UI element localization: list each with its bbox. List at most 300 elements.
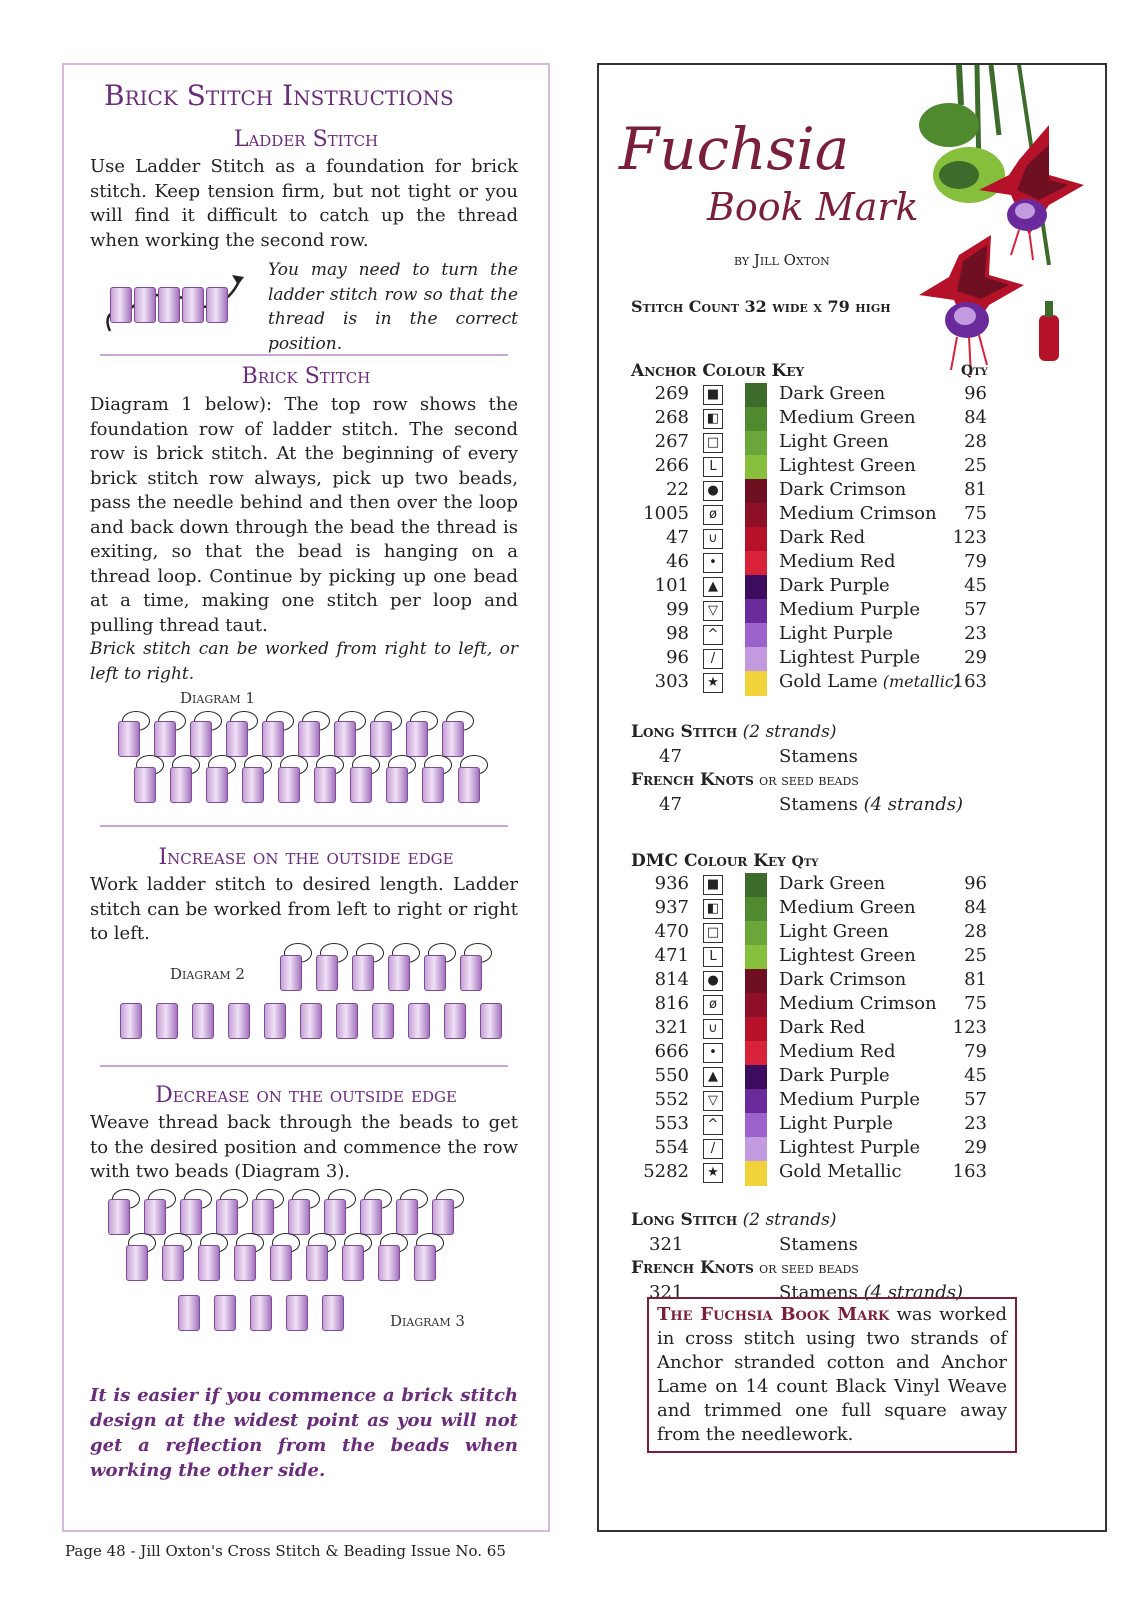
long-stitch-strands: (2 strands) <box>742 1210 837 1230</box>
colour-swatch <box>745 1161 767 1186</box>
colour-swatch <box>745 503 767 528</box>
colour-swatch <box>745 407 767 432</box>
thread-quantity: 81 <box>964 479 987 500</box>
thread-quantity: 163 <box>952 1161 987 1182</box>
bead <box>180 1199 202 1235</box>
stitch-symbol-icon: ∪ <box>703 1019 723 1039</box>
bead <box>388 955 410 991</box>
thread-quantity: 25 <box>964 945 987 966</box>
colour-swatch <box>745 623 767 648</box>
thread-code: 266 <box>654 455 689 476</box>
seed-beads-label: or seed beads <box>759 1259 859 1277</box>
colour-name-text: Lightest Green <box>779 455 916 476</box>
bead <box>342 1245 364 1281</box>
brick-stitch-text: Diagram 1 below): The top row shows the foundation row of ladder stitch. The second row is brick stitch. At the beginning of every brick stitch row always, pick up two beads, pass the needle behind and then over the loop and back down through the bead the thread is exiting, so that the bead is hanging on a thread loop. Continue by picking up one bead at a time, making one stitch per loop and pulling thread taut. <box>90 394 518 636</box>
colour-name <box>779 969 906 990</box>
colour-key-row <box>619 671 999 695</box>
colour-name-text: Light Purple <box>779 623 894 644</box>
byline: by Jill Oxton <box>734 251 830 269</box>
dmc-long-stitch-label <box>631 1210 836 1230</box>
colour-name <box>779 1113 893 1134</box>
dmc-long-code: 321 <box>649 1234 684 1255</box>
colour-name <box>779 873 885 894</box>
thread-quantity: 75 <box>964 503 987 524</box>
colour-key-row <box>619 1137 999 1161</box>
stitch-symbol-icon: • <box>703 553 723 573</box>
thread-code: 321 <box>654 1017 689 1038</box>
colour-name-text: Dark Crimson <box>779 479 907 500</box>
colour-name <box>779 407 916 428</box>
colour-name-text: Medium Crimson <box>779 993 937 1014</box>
bead <box>424 955 446 991</box>
colour-name-text: Light Purple <box>779 1113 894 1134</box>
colour-swatch <box>745 1137 767 1162</box>
bead <box>216 1199 238 1235</box>
colour-key-row <box>619 1161 999 1185</box>
colour-swatch <box>745 1113 767 1138</box>
colour-name-text: Medium Red <box>779 1041 896 1062</box>
thread-quantity: 29 <box>964 647 987 668</box>
bead <box>264 1003 286 1039</box>
bead <box>190 721 212 757</box>
bead <box>316 955 338 991</box>
bead <box>378 1245 400 1281</box>
thread-code: 937 <box>654 897 689 918</box>
bead <box>158 287 180 323</box>
colour-key-row <box>619 969 999 993</box>
thread-quantity: 25 <box>964 455 987 476</box>
note-text: was worked in cross stitch using two strands of Anchor stranded cotton and Anchor Lame on 14 count Black Vinyl Weave and trimmed one full square away from the needlework. <box>657 1304 1007 1445</box>
colour-swatch <box>745 455 767 480</box>
ladder-stitch-note: You may need to turn the ladder stitch row so that the thread is in the correct position. <box>268 260 518 354</box>
colour-name-text: Light Green <box>779 921 889 942</box>
thread-quantity: 45 <box>964 575 987 596</box>
bead <box>360 1199 382 1235</box>
colour-swatch <box>745 993 767 1018</box>
thread-quantity: 79 <box>964 551 987 572</box>
colour-key-row <box>619 503 999 527</box>
thread-code: 666 <box>654 1041 689 1062</box>
diagram-1 <box>108 711 498 811</box>
stitch-symbol-icon: L <box>703 947 723 967</box>
thread-code: 471 <box>654 945 689 966</box>
colour-name-text: Dark Red <box>779 527 866 548</box>
bead <box>432 1199 454 1235</box>
colour-name-text: Medium Purple <box>779 599 920 620</box>
fuchsia-bookmark-panel <box>597 63 1107 1532</box>
thread-quantity: 96 <box>964 383 987 404</box>
colour-name-extra: (metallic) <box>877 672 961 691</box>
thread-quantity: 57 <box>964 599 987 620</box>
thread-quantity: 29 <box>964 1137 987 1158</box>
colour-key-row <box>619 897 999 921</box>
bead <box>110 287 132 323</box>
brick-stitch-tip: It is easier if you commence a brick stitch design at the widest point as you will not get a reflection from the beads when working the other side. <box>90 1385 518 1481</box>
increase-heading: Increase on the outside edge <box>158 845 454 870</box>
bead <box>460 955 482 991</box>
long-stitch-label: Long Stitch <box>631 1210 738 1230</box>
bead <box>192 1003 214 1039</box>
thread-code: 936 <box>654 873 689 894</box>
stitch-symbol-icon: ▲ <box>703 1067 723 1087</box>
colour-name <box>779 1017 865 1038</box>
colour-swatch <box>745 1017 767 1042</box>
colour-name <box>779 599 920 620</box>
stitch-symbol-icon: ● <box>703 481 723 501</box>
colour-swatch <box>745 527 767 552</box>
colour-name <box>779 527 865 548</box>
stitch-symbol-icon: ◧ <box>703 899 723 919</box>
colour-name <box>779 1065 890 1086</box>
stitch-symbol-icon: ◧ <box>703 409 723 429</box>
anchor-key-heading: Anchor Colour Key <box>631 361 805 381</box>
colour-key-row <box>619 1041 999 1065</box>
stitch-symbol-icon: L <box>703 457 723 477</box>
increase-text: Work ladder stitch to desired length. Ladder stitch can be worked from left to right or right to left. <box>90 874 518 944</box>
thread-code: 552 <box>654 1089 689 1110</box>
colour-swatch <box>745 383 767 408</box>
colour-name-text: Lightest Green <box>779 945 916 966</box>
colour-key-row <box>619 551 999 575</box>
colour-name <box>779 1137 920 1158</box>
bead <box>300 1003 322 1039</box>
bead <box>178 1295 200 1331</box>
anchor-long-stitch-label <box>631 722 836 742</box>
thread-code: 47 <box>666 527 689 548</box>
colour-key-row <box>619 407 999 431</box>
thread-quantity: 75 <box>964 993 987 1014</box>
bead <box>306 1245 328 1281</box>
bead <box>352 955 374 991</box>
colour-swatch <box>745 575 767 600</box>
thread-quantity: 84 <box>964 897 987 918</box>
colour-key-row <box>619 945 999 969</box>
thread-quantity: 23 <box>964 623 987 644</box>
bead <box>214 1295 236 1331</box>
brick-stitch-heading: Brick Stitch <box>241 364 371 389</box>
colour-name-text: Medium Green <box>779 407 916 428</box>
bead <box>288 1199 310 1235</box>
bead <box>170 767 192 803</box>
bead <box>324 1199 346 1235</box>
stitch-symbol-icon: / <box>703 649 723 669</box>
bead <box>414 1245 436 1281</box>
thread-code: 101 <box>654 575 689 596</box>
ladder-stitch-diagram <box>100 269 250 339</box>
bead <box>134 287 156 323</box>
bead <box>442 721 464 757</box>
thread-code: 816 <box>654 993 689 1014</box>
colour-name-text: Lightest Purple <box>779 647 921 668</box>
anchor-french-code: 47 <box>659 794 682 815</box>
note-heading: The Fuchsia Book Mark <box>657 1304 890 1325</box>
thread-code: 96 <box>666 647 689 668</box>
colour-swatch <box>745 945 767 970</box>
colour-key-row <box>619 575 999 599</box>
stitch-symbol-icon: ø <box>703 505 723 525</box>
stitch-symbol-icon: ■ <box>703 385 723 405</box>
colour-swatch <box>745 897 767 922</box>
colour-name <box>779 455 916 476</box>
thread-quantity: 57 <box>964 1089 987 1110</box>
colour-key-row <box>619 383 999 407</box>
colour-swatch <box>745 431 767 456</box>
thread-code: 814 <box>654 969 689 990</box>
brick-stitch-note: Brick stitch can be worked from right to left, or left to right. <box>90 639 518 684</box>
colour-key-row <box>619 1065 999 1089</box>
bead <box>206 767 228 803</box>
bead <box>270 1245 292 1281</box>
decrease-heading: Decrease on the outside edge <box>155 1083 457 1108</box>
dmc-colour-key <box>599 873 1019 1193</box>
colour-key-row <box>619 873 999 897</box>
bead <box>396 1199 418 1235</box>
colour-key-row <box>619 623 999 647</box>
colour-key-row <box>619 1017 999 1041</box>
seed-beads-label: or seed beads <box>759 771 859 789</box>
bead <box>336 1003 358 1039</box>
thread-code: 22 <box>666 479 689 500</box>
stitch-symbol-icon: ▽ <box>703 601 723 621</box>
bead <box>182 287 204 323</box>
dmc-french-code: 321 <box>649 1282 684 1303</box>
bead <box>408 1003 430 1039</box>
thread-quantity: 123 <box>952 1017 987 1038</box>
bead <box>144 1199 166 1235</box>
fuchsia-illustration <box>899 65 1104 395</box>
stitch-symbol-icon: ★ <box>703 673 723 693</box>
bead <box>372 1003 394 1039</box>
diagram-1-label: Diagram 1 <box>180 689 255 707</box>
thread-quantity: 163 <box>952 671 987 692</box>
colour-name <box>779 897 916 918</box>
bead <box>134 767 156 803</box>
stitch-symbol-icon: ▽ <box>703 1091 723 1111</box>
colour-key-row <box>619 455 999 479</box>
colour-swatch <box>745 647 767 672</box>
colour-name-text: Lightest Purple <box>779 1137 921 1158</box>
colour-name <box>779 921 889 942</box>
thread-code: 553 <box>654 1113 689 1134</box>
anchor-long-name: Stamens <box>779 746 858 767</box>
colour-name-text: Dark Purple <box>779 575 890 596</box>
bead <box>322 1295 344 1331</box>
colour-swatch <box>745 479 767 504</box>
dmc-french-knots-label <box>631 1258 859 1278</box>
stitch-symbol-icon: ● <box>703 971 723 991</box>
bead <box>226 721 248 757</box>
colour-swatch <box>745 599 767 624</box>
bead <box>234 1245 256 1281</box>
bead <box>350 767 372 803</box>
colour-key-row <box>619 599 999 623</box>
thread-quantity: 84 <box>964 407 987 428</box>
bead <box>250 1295 272 1331</box>
long-stitch-label: Long Stitch <box>631 722 738 742</box>
divider <box>100 1065 508 1067</box>
thread-quantity: 28 <box>964 921 987 942</box>
dmc-qty-heading: Qty <box>791 854 819 870</box>
thread-quantity: 79 <box>964 1041 987 1062</box>
colour-name <box>779 945 916 966</box>
colour-name-text: Dark Crimson <box>779 969 907 990</box>
thread-quantity: 28 <box>964 431 987 452</box>
anchor-french-name <box>779 794 963 815</box>
bead <box>458 767 480 803</box>
bead <box>108 1199 130 1235</box>
french-name: Stamens <box>779 794 858 815</box>
stitch-symbol-icon: ^ <box>703 625 723 645</box>
colour-name <box>779 1161 902 1182</box>
french-knots-label: French Knots <box>631 770 754 790</box>
thread-code: 46 <box>666 551 689 572</box>
bead <box>480 1003 502 1039</box>
decrease-text: Weave thread back through the beads to get to the desired position and commence the row with two beads (Diagram 3). <box>90 1112 518 1182</box>
colour-name <box>779 503 937 524</box>
stitch-symbol-icon: ^ <box>703 1115 723 1135</box>
bead <box>280 955 302 991</box>
colour-key-row <box>619 479 999 503</box>
thread-quantity: 81 <box>964 969 987 990</box>
stitch-symbol-icon: ▲ <box>703 577 723 597</box>
long-stitch-strands: (2 strands) <box>742 722 837 742</box>
bead <box>206 287 228 323</box>
colour-swatch <box>745 671 767 696</box>
colour-swatch <box>745 921 767 946</box>
colour-name-text: Dark Purple <box>779 1065 890 1086</box>
colour-key-row <box>619 647 999 671</box>
dmc-long-name: Stamens <box>779 1234 858 1255</box>
divider <box>100 825 508 827</box>
colour-name <box>779 647 920 668</box>
diagram-2 <box>84 943 514 1053</box>
colour-name <box>779 1089 920 1110</box>
colour-name-text: Dark Green <box>779 873 886 894</box>
thread-code: 98 <box>666 623 689 644</box>
colour-swatch <box>745 969 767 994</box>
colour-swatch <box>745 873 767 898</box>
colour-name-text: Medium Crimson <box>779 503 937 524</box>
bead <box>156 1003 178 1039</box>
colour-name <box>779 993 937 1014</box>
stitch-count: Stitch Count 32 wide x 79 high <box>631 297 891 316</box>
bead <box>370 721 392 757</box>
anchor-qty-heading: Qty <box>961 363 988 379</box>
diagram-2-label: Diagram 2 <box>170 965 245 983</box>
thread-code: 267 <box>654 431 689 452</box>
bead <box>118 721 140 757</box>
thread-code: 99 <box>666 599 689 620</box>
bead <box>422 767 444 803</box>
thread-code: 269 <box>654 383 689 404</box>
thread-code: 303 <box>654 671 689 692</box>
colour-name-text: Medium Green <box>779 897 916 918</box>
bead <box>242 767 264 803</box>
bead <box>228 1003 250 1039</box>
colour-name-text: Gold Lame <box>779 671 878 692</box>
colour-swatch <box>745 1041 767 1066</box>
page-footer: Page 48 - Jill Oxton's Cross Stitch & Beading Issue No. 65 <box>65 1542 506 1560</box>
thread-code: 550 <box>654 1065 689 1086</box>
colour-name-text: Gold Metallic <box>779 1161 902 1182</box>
thread-quantity: 23 <box>964 1113 987 1134</box>
stitch-symbol-icon: ø <box>703 995 723 1015</box>
colour-name-text: Dark Green <box>779 383 886 404</box>
thread-code: 554 <box>654 1137 689 1158</box>
colour-key-row <box>619 527 999 551</box>
stitch-symbol-icon: • <box>703 1043 723 1063</box>
title-line-2: Book Mark <box>707 185 919 229</box>
brick-stitch-panel <box>62 63 550 1532</box>
dmc-key-title: DMC Colour Key <box>631 851 786 871</box>
diagram-3-label: Diagram 3 <box>390 1312 465 1330</box>
ladder-stitch-text: Use Ladder Stitch as a foundation for brick stitch. Keep tension firm, but not tight or you will find it difficult to catch up the thread when working the second row. <box>90 156 518 251</box>
bead <box>262 721 284 757</box>
bead <box>162 1245 184 1281</box>
french-strands: (4 strands) <box>863 794 963 815</box>
stitch-symbol-icon: ★ <box>703 1163 723 1183</box>
bead <box>252 1199 274 1235</box>
colour-swatch <box>745 551 767 576</box>
bead <box>334 721 356 757</box>
colour-name <box>779 383 885 404</box>
colour-key-row <box>619 1089 999 1113</box>
thread-quantity: 96 <box>964 873 987 894</box>
stitch-symbol-icon: / <box>703 1139 723 1159</box>
thread-quantity: 45 <box>964 1065 987 1086</box>
french-knots-label: French Knots <box>631 1258 754 1278</box>
colour-swatch <box>745 1089 767 1114</box>
stitch-symbol-icon: □ <box>703 923 723 943</box>
bead <box>286 1295 308 1331</box>
colour-name <box>779 623 893 644</box>
colour-name-text: Dark Red <box>779 1017 866 1038</box>
thread-quantity: 123 <box>952 527 987 548</box>
anchor-long-code: 47 <box>659 746 682 767</box>
bead <box>386 767 408 803</box>
thread-code: 1005 <box>643 503 689 524</box>
bead <box>154 721 176 757</box>
colour-name <box>779 551 895 572</box>
materials-note <box>647 1297 1017 1453</box>
anchor-colour-key <box>599 383 1019 703</box>
bead <box>406 721 428 757</box>
anchor-french-knots-label <box>631 770 859 790</box>
thread-code: 268 <box>654 407 689 428</box>
colour-key-row <box>619 993 999 1017</box>
colour-key-row <box>619 921 999 945</box>
thread-code: 470 <box>654 921 689 942</box>
french-strands: (4 strands) <box>863 1282 963 1303</box>
stitch-symbol-icon: ∪ <box>703 529 723 549</box>
colour-name <box>779 575 890 596</box>
bead <box>198 1245 220 1281</box>
stitch-symbol-icon: ■ <box>703 875 723 895</box>
colour-name <box>779 431 889 452</box>
bead <box>314 767 336 803</box>
ladder-stitch-heading: Ladder Stitch <box>233 127 379 152</box>
thread-code: 5282 <box>643 1161 689 1182</box>
brick-stitch-title: Brick Stitch Instructions <box>104 79 454 112</box>
colour-name-text: Medium Red <box>779 551 896 572</box>
colour-name-text: Light Green <box>779 431 889 452</box>
bead <box>120 1003 142 1039</box>
dmc-key-heading <box>631 851 818 871</box>
stitch-symbol-icon: □ <box>703 433 723 453</box>
colour-name-text: Medium Purple <box>779 1089 920 1110</box>
bead <box>444 1003 466 1039</box>
bead <box>298 721 320 757</box>
